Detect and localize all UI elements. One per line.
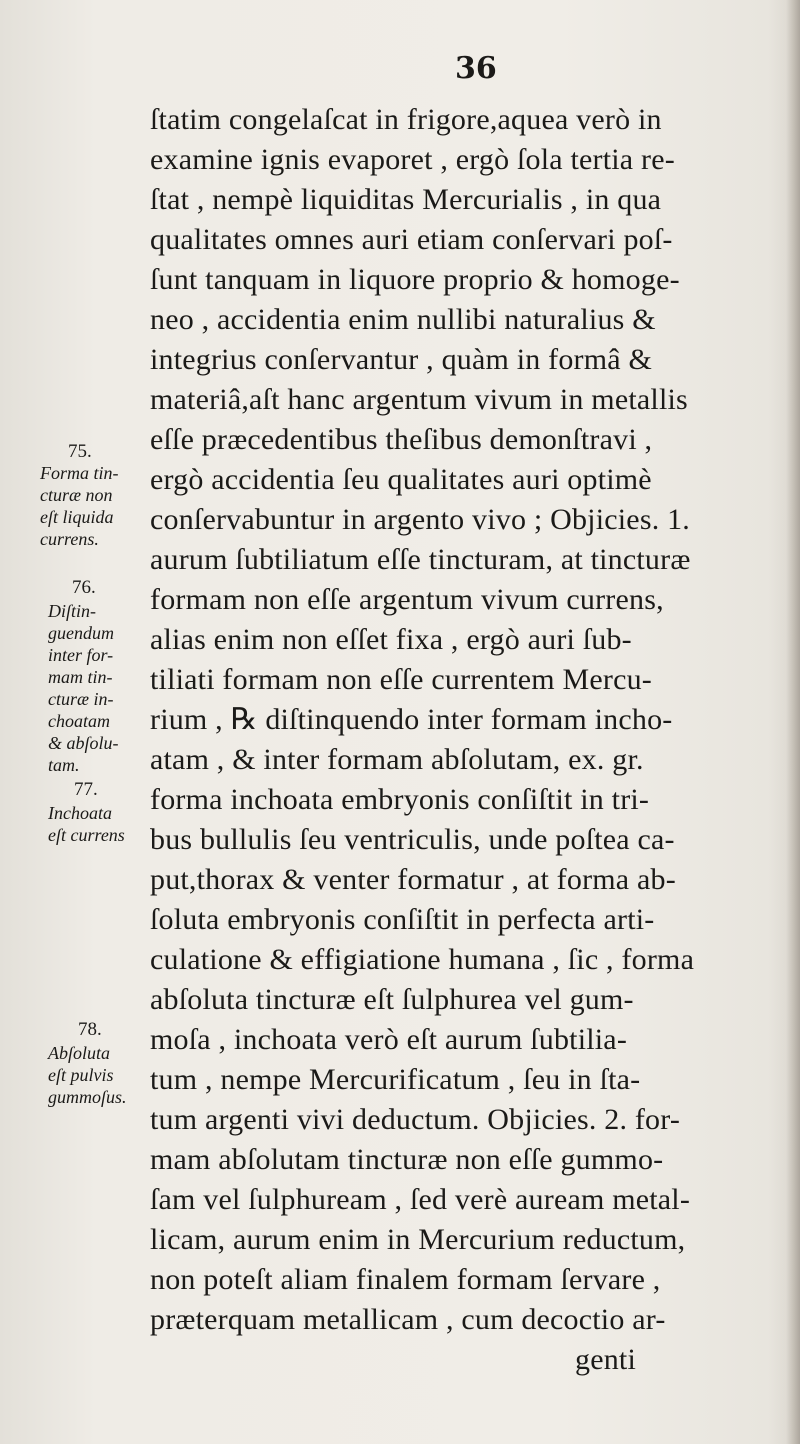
body-line: neo , accidentia enim nullibi naturalius &: [150, 303, 656, 336]
body-line: ſtatim congelaſcat in frigore,aquea verò in: [150, 103, 662, 136]
body-line: ſam vel ſulphuream , ſed verè auream metal-: [150, 1183, 691, 1216]
body-line: ſtat , nempè liquiditas Mercurialis , in qua: [150, 183, 662, 216]
marginal-note-line: guendum: [48, 623, 114, 643]
body-line: examine ignis evaporet , ergò ſola tertia re-: [150, 143, 675, 176]
marginal-note-line: eſt liquida: [40, 507, 114, 527]
marginal-note-line: cturæ in-: [48, 689, 114, 709]
body-line: put,thorax & venter formatur , at forma ab-: [150, 863, 676, 896]
body-line: ſunt tanquam in liquore proprio & homoge-: [150, 263, 680, 296]
marginal-note-line: & abſolu-: [48, 733, 119, 753]
marginal-note-number: 75.: [68, 441, 92, 462]
marginal-note-line: currens.: [40, 529, 99, 549]
marginal-note-line: choatam: [48, 711, 110, 731]
marginal-note-line: Inchoata: [48, 803, 112, 823]
body-line: non poteſt aliam finalem formam ſervare ,: [150, 1263, 661, 1296]
body-line: abſoluta tincturæ eſt ſulphurea vel gum-: [150, 983, 634, 1016]
marginal-note-line: eſt pulvis: [48, 1065, 114, 1085]
body-line: ſoluta embryonis conſiſtit in perfecta arti-: [150, 903, 655, 936]
marginal-note-line: eſt currens: [48, 825, 125, 845]
body-line: materiâ,aſt hanc argentum vivum in metallis: [150, 383, 688, 416]
marginal-note-number: 78.: [78, 1019, 102, 1040]
marginal-note-number: 76.: [72, 577, 96, 598]
body-line: tum , nempe Mercurificatum , ſeu in ſta-: [150, 1063, 641, 1096]
marginal-note-line: Diſtin-: [48, 601, 96, 621]
body-line: atam , & inter formam abſolutam, ex. gr.: [150, 743, 644, 776]
body-line: tiliati formam non eſſe currentem Mercu-: [150, 663, 652, 696]
body-line: alias enim non eſſet fixa , ergò auri ſub-: [150, 623, 632, 656]
marginal-note-line: tam.: [48, 755, 80, 775]
body-line: formam non eſſe argentum vivum currens,: [150, 583, 664, 616]
body-line: rium , ℞ diſtinquendo inter formam incho-: [150, 703, 673, 736]
marginal-note-number: 77.: [74, 779, 98, 800]
marginal-note-line: Abſoluta: [48, 1043, 110, 1063]
body-line: tum argenti vivi deductum. Objicies. 2. for-: [150, 1103, 681, 1136]
marginal-note-line: cturæ non: [40, 485, 113, 505]
body-line: aurum ſubtiliatum eſſe tincturam, at tincturæ: [150, 543, 691, 576]
marginal-note-line: gummoſus.: [48, 1087, 127, 1107]
body-line: moſa , inchoata verò eſt aurum ſubtilia-: [150, 1023, 628, 1056]
body-line: conſervabuntur in argento vivo ; Objicies. 1.: [150, 503, 690, 536]
marginalia: [0, 0, 150, 1444]
body-line: licam, aurum enim in Mercurium reductum,: [150, 1223, 686, 1256]
body-line: bus bullulis ſeu ventriculis, unde poſtea ca-: [150, 823, 675, 856]
body-line: præterquam metallicam , cum decoctio ar-: [150, 1303, 666, 1336]
body-line: eſſe præcedentibus theſibus demonſtravi ,: [150, 423, 653, 456]
body-line: ergò accidentia ſeu qualitates auri optimè: [150, 463, 652, 496]
body-line: integrius conſervantur , quàm in formâ &: [150, 343, 653, 376]
body-line: forma inchoata embryonis conſiſtit in tri-: [150, 783, 650, 816]
body-line: qualitates omnes auri etiam conſervari poſ-: [150, 223, 673, 256]
body-line: culatione & effigiatione humana , ſic , forma: [150, 943, 695, 976]
marginal-note-line: inter for-: [48, 645, 114, 665]
marginal-note-line: mam tin-: [48, 667, 113, 687]
marginal-note-line: Forma tin-: [40, 463, 119, 483]
page-number: 36: [455, 51, 497, 86]
body-line: mam abſolutam tincturæ non eſſe gummo-: [150, 1143, 664, 1176]
catchword: genti: [575, 1343, 636, 1376]
